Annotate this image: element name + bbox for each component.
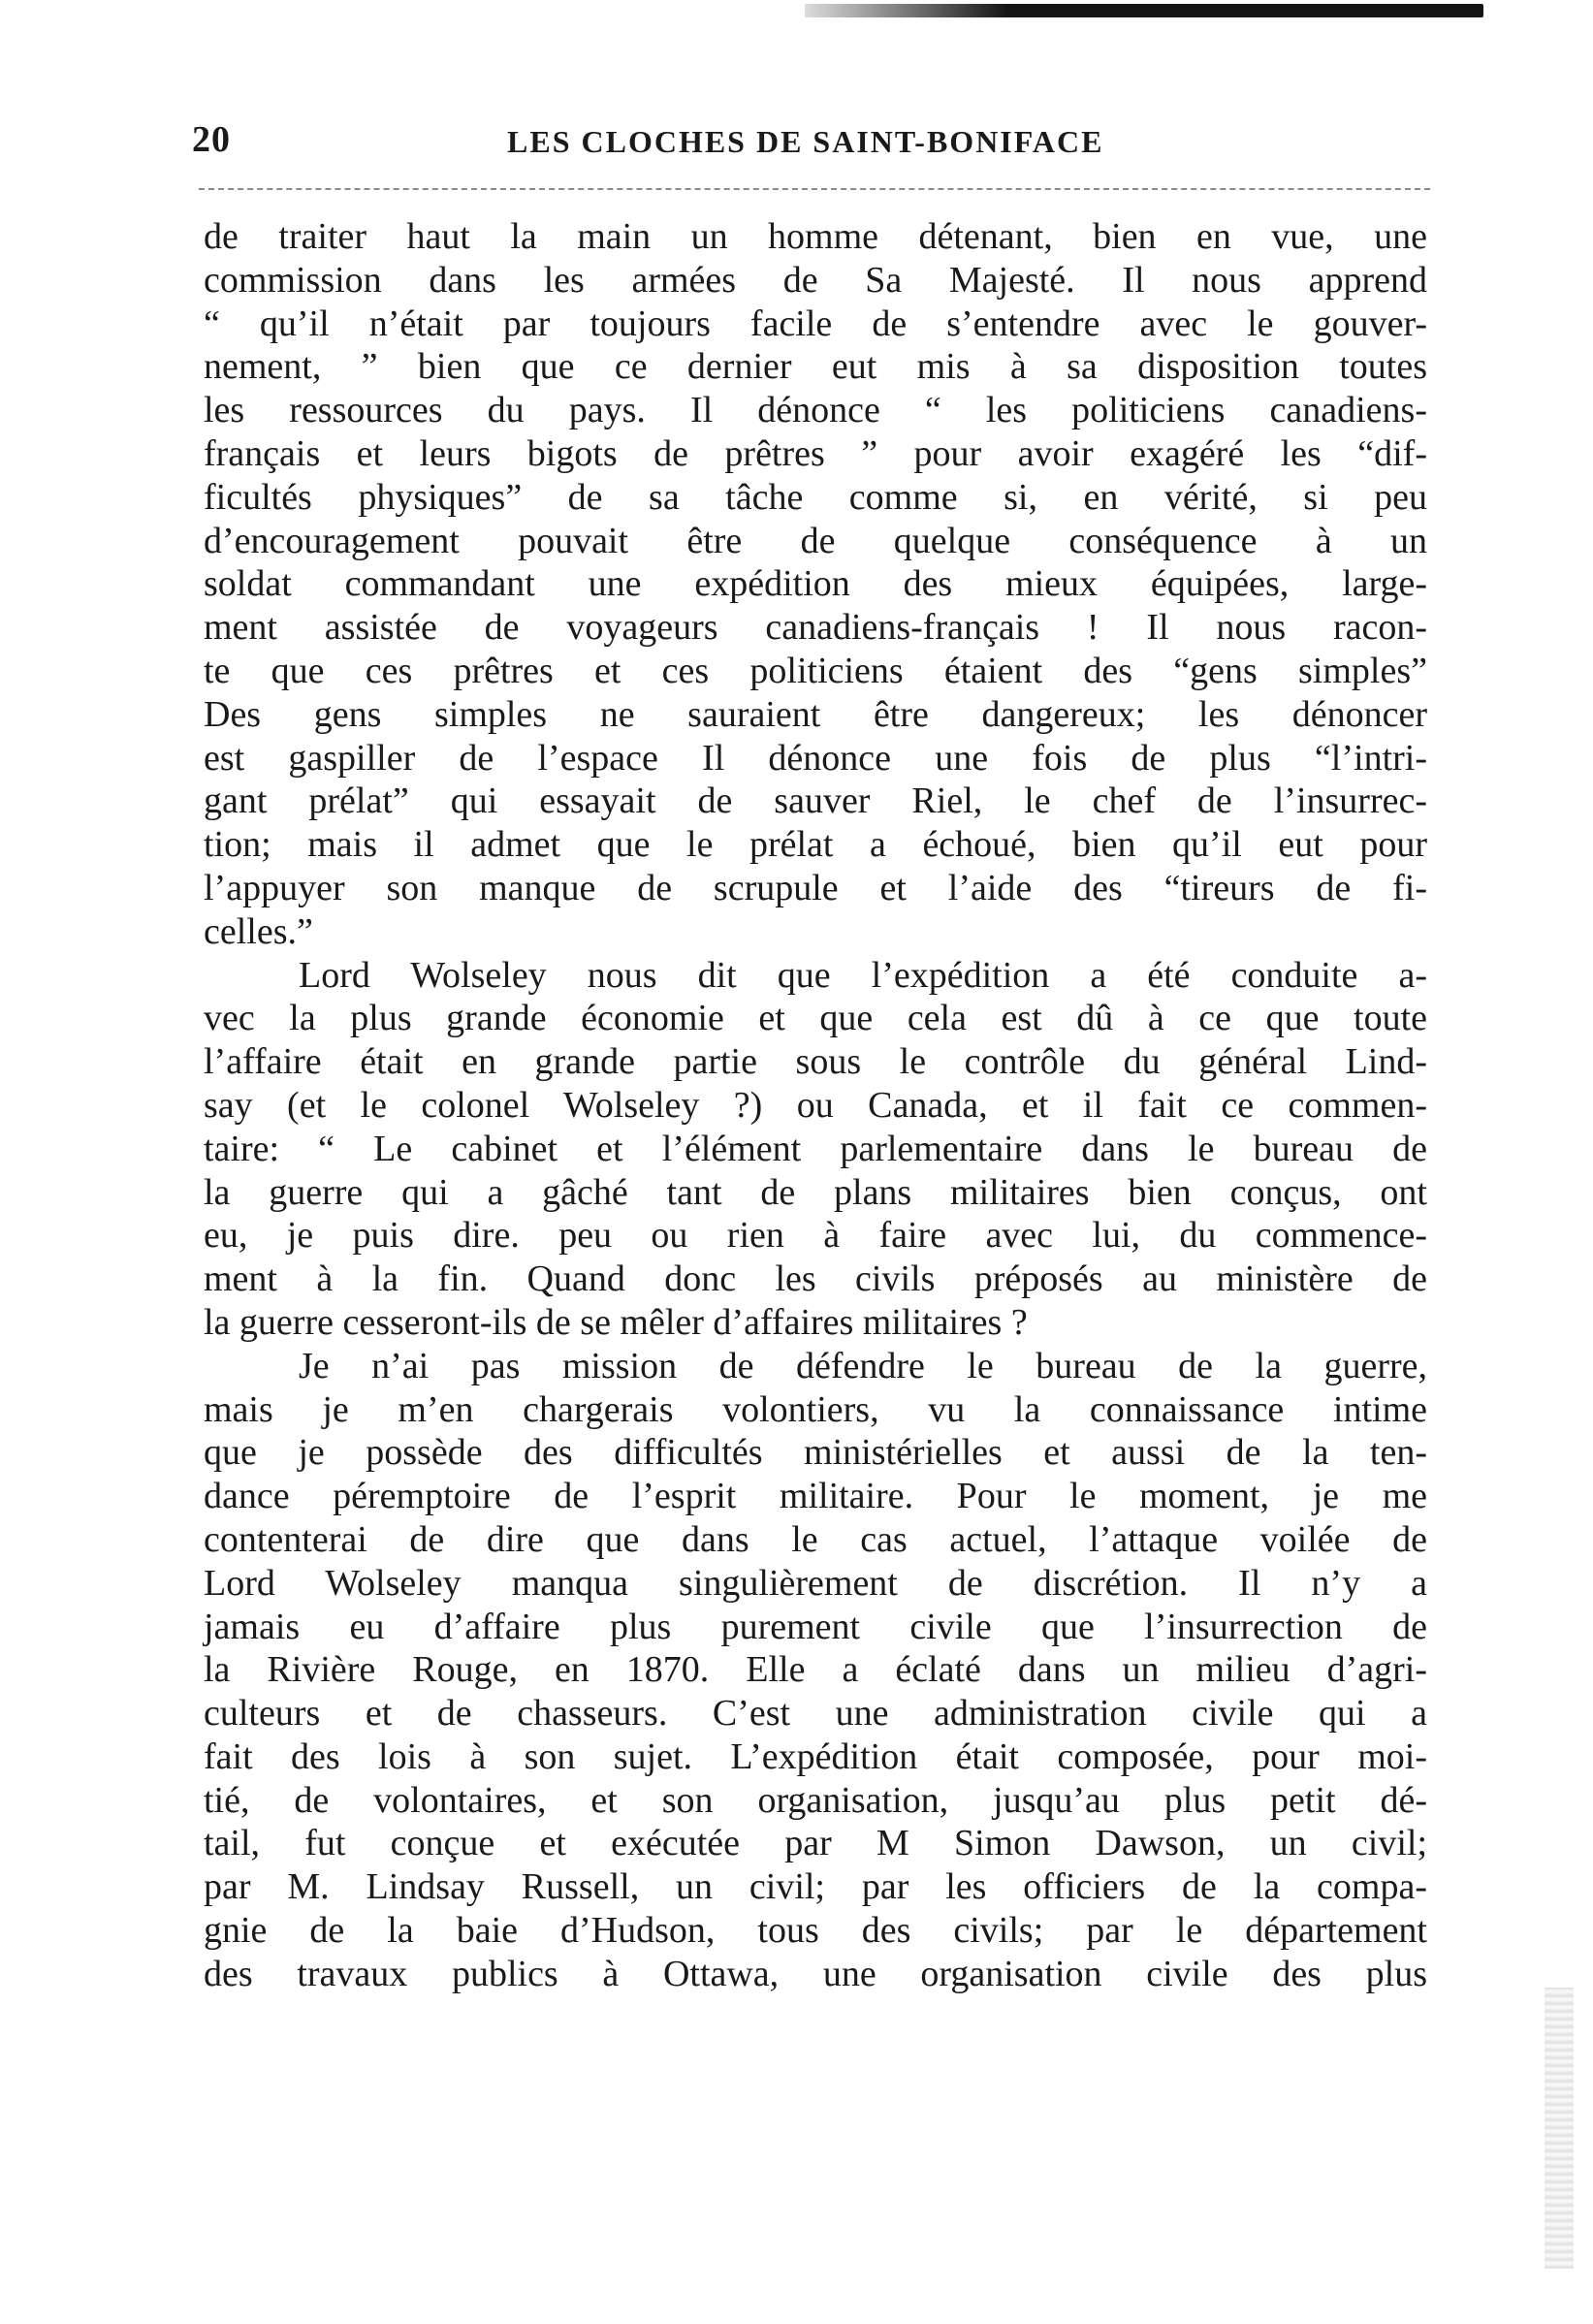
text-line: contenterai de dire que dans le cas actuel, l’attaque voilée de (204, 1518, 1427, 1560)
text-line: nement, ” bien que ce dernier eut mis à sa disposition toutes (204, 346, 1427, 388)
text-line: ment à la fin. Quand donc les civils préposés au ministère de (204, 1258, 1427, 1300)
text-line: de traiter haut la main un homme détenant, bien en vue, une (204, 216, 1427, 257)
text-line: ment assistée de voyageurs canadiens-français ! Il nous racon- (204, 607, 1427, 649)
paragraph-end-line: la guerre cesseront-ils de se mêler d’affaires militaires ? (204, 1301, 1028, 1343)
header-divider (199, 188, 1430, 190)
scan-edge-noise (1545, 1988, 1574, 2269)
text-line: l’appuyer son manque de scrupule et l’aide des “tireurs de fi- (204, 867, 1427, 908)
text-line: jamais eu d’affaire plus purement civile que l’insurrection de (204, 1606, 1427, 1647)
text-line: la Rivière Rouge, en 1870. Elle a éclaté dans un milieu d’agri- (204, 1649, 1427, 1691)
text-line: tail, fut conçue et exécutée par M Simon Dawson, un civil; (204, 1823, 1427, 1864)
text-line: say (et le colonel Wolseley ?) ou Canada, et il fait ce commen- (204, 1084, 1427, 1126)
text-line: culteurs et de chasseurs. C’est une administration civile qui a (204, 1693, 1427, 1735)
text-line: taire: “ Le cabinet et l’élément parlementaire dans le bureau de (204, 1128, 1427, 1169)
text-line: “ qu’il n’était par toujours facile de s’entendre avec le gouver- (204, 302, 1427, 344)
text-line: soldat commandant une expédition des mieux équipées, large- (204, 563, 1427, 605)
text-line: te que ces prêtres et ces politiciens étaient des “gens simples” (204, 650, 1427, 691)
text-line: que je possède des difficultés ministérielles et aussi de la ten- (204, 1432, 1427, 1474)
text-line: gant prélat” qui essayait de sauver Riel, le chef de l’insurrec- (204, 780, 1427, 822)
text-line: dance péremptoire de l’esprit militaire. Pour le moment, je me (204, 1476, 1427, 1517)
running-title: LES CLOCHES DE SAINT-BONIFACE (507, 124, 1104, 159)
text-line: Lord Wolseley manqua singulièrement de discrétion. Il n’y a (204, 1562, 1427, 1604)
text-line: les ressources du pays. Il dénonce “ les politiciens canadiens- (204, 390, 1427, 431)
text-line: eu, je puis dire. peu ou rien à faire avec lui, du commence- (204, 1215, 1427, 1257)
text-line: ficultés physiques” de sa tâche comme si, en vérité, si peu (204, 476, 1427, 518)
paragraph-start-line: Je n’ai pas mission de défendre le bureau de la guerre, (299, 1345, 1427, 1386)
text-line: d’encouragement pouvait être de quelque conséquence à un (204, 520, 1427, 561)
page-header (192, 118, 1433, 167)
text-line: l’affaire était en grande partie sous le contrôle du général Lind- (204, 1041, 1427, 1083)
text-line: par M. Lindsay Russell, un civil; par les officiers de la compa- (204, 1866, 1427, 1908)
text-line: la guerre qui a gâché tant de plans militaires bien conçus, ont (204, 1171, 1427, 1213)
page-body (204, 215, 1427, 1996)
text-line: tion; mais il admet que le prélat a échoué, bien qu’il eut pour (204, 824, 1427, 866)
page-number: 20 (192, 119, 231, 160)
paragraph-end-line: celles.” (204, 910, 313, 952)
paragraph-start-line: Lord Wolseley nous dit que l’expédition a été conduite a- (299, 954, 1427, 996)
text-line: est gaspiller de l’espace Il dénonce une fois de plus “l’intri- (204, 737, 1427, 779)
text-line: fait des lois à son sujet. L’expédition était composée, pour moi- (204, 1735, 1427, 1777)
text-line: gnie de la baie d’Hudson, tous des civils; par le département (204, 1910, 1427, 1952)
text-line: vec la plus grande économie et que cela est dû à ce que toute (204, 998, 1427, 1039)
text-line: Des gens simples ne sauraient être dangereux; les dénoncer (204, 693, 1427, 735)
text-line: mais je m’en chargerais volontiers, vu la connaissance intime (204, 1388, 1427, 1430)
text-line: des travaux publics à Ottawa, une organisation civile des plus (204, 1953, 1427, 1994)
text-line: commission dans les armées de Sa Majesté. Il nous apprend (204, 259, 1427, 301)
text-line: français et leurs bigots de prêtres ” pour avoir exagéré les “dif- (204, 432, 1427, 474)
text-line: tié, de volontaires, et son organisation, jusqu’au plus petit dé- (204, 1779, 1427, 1821)
top-edge-rule (805, 4, 1483, 17)
